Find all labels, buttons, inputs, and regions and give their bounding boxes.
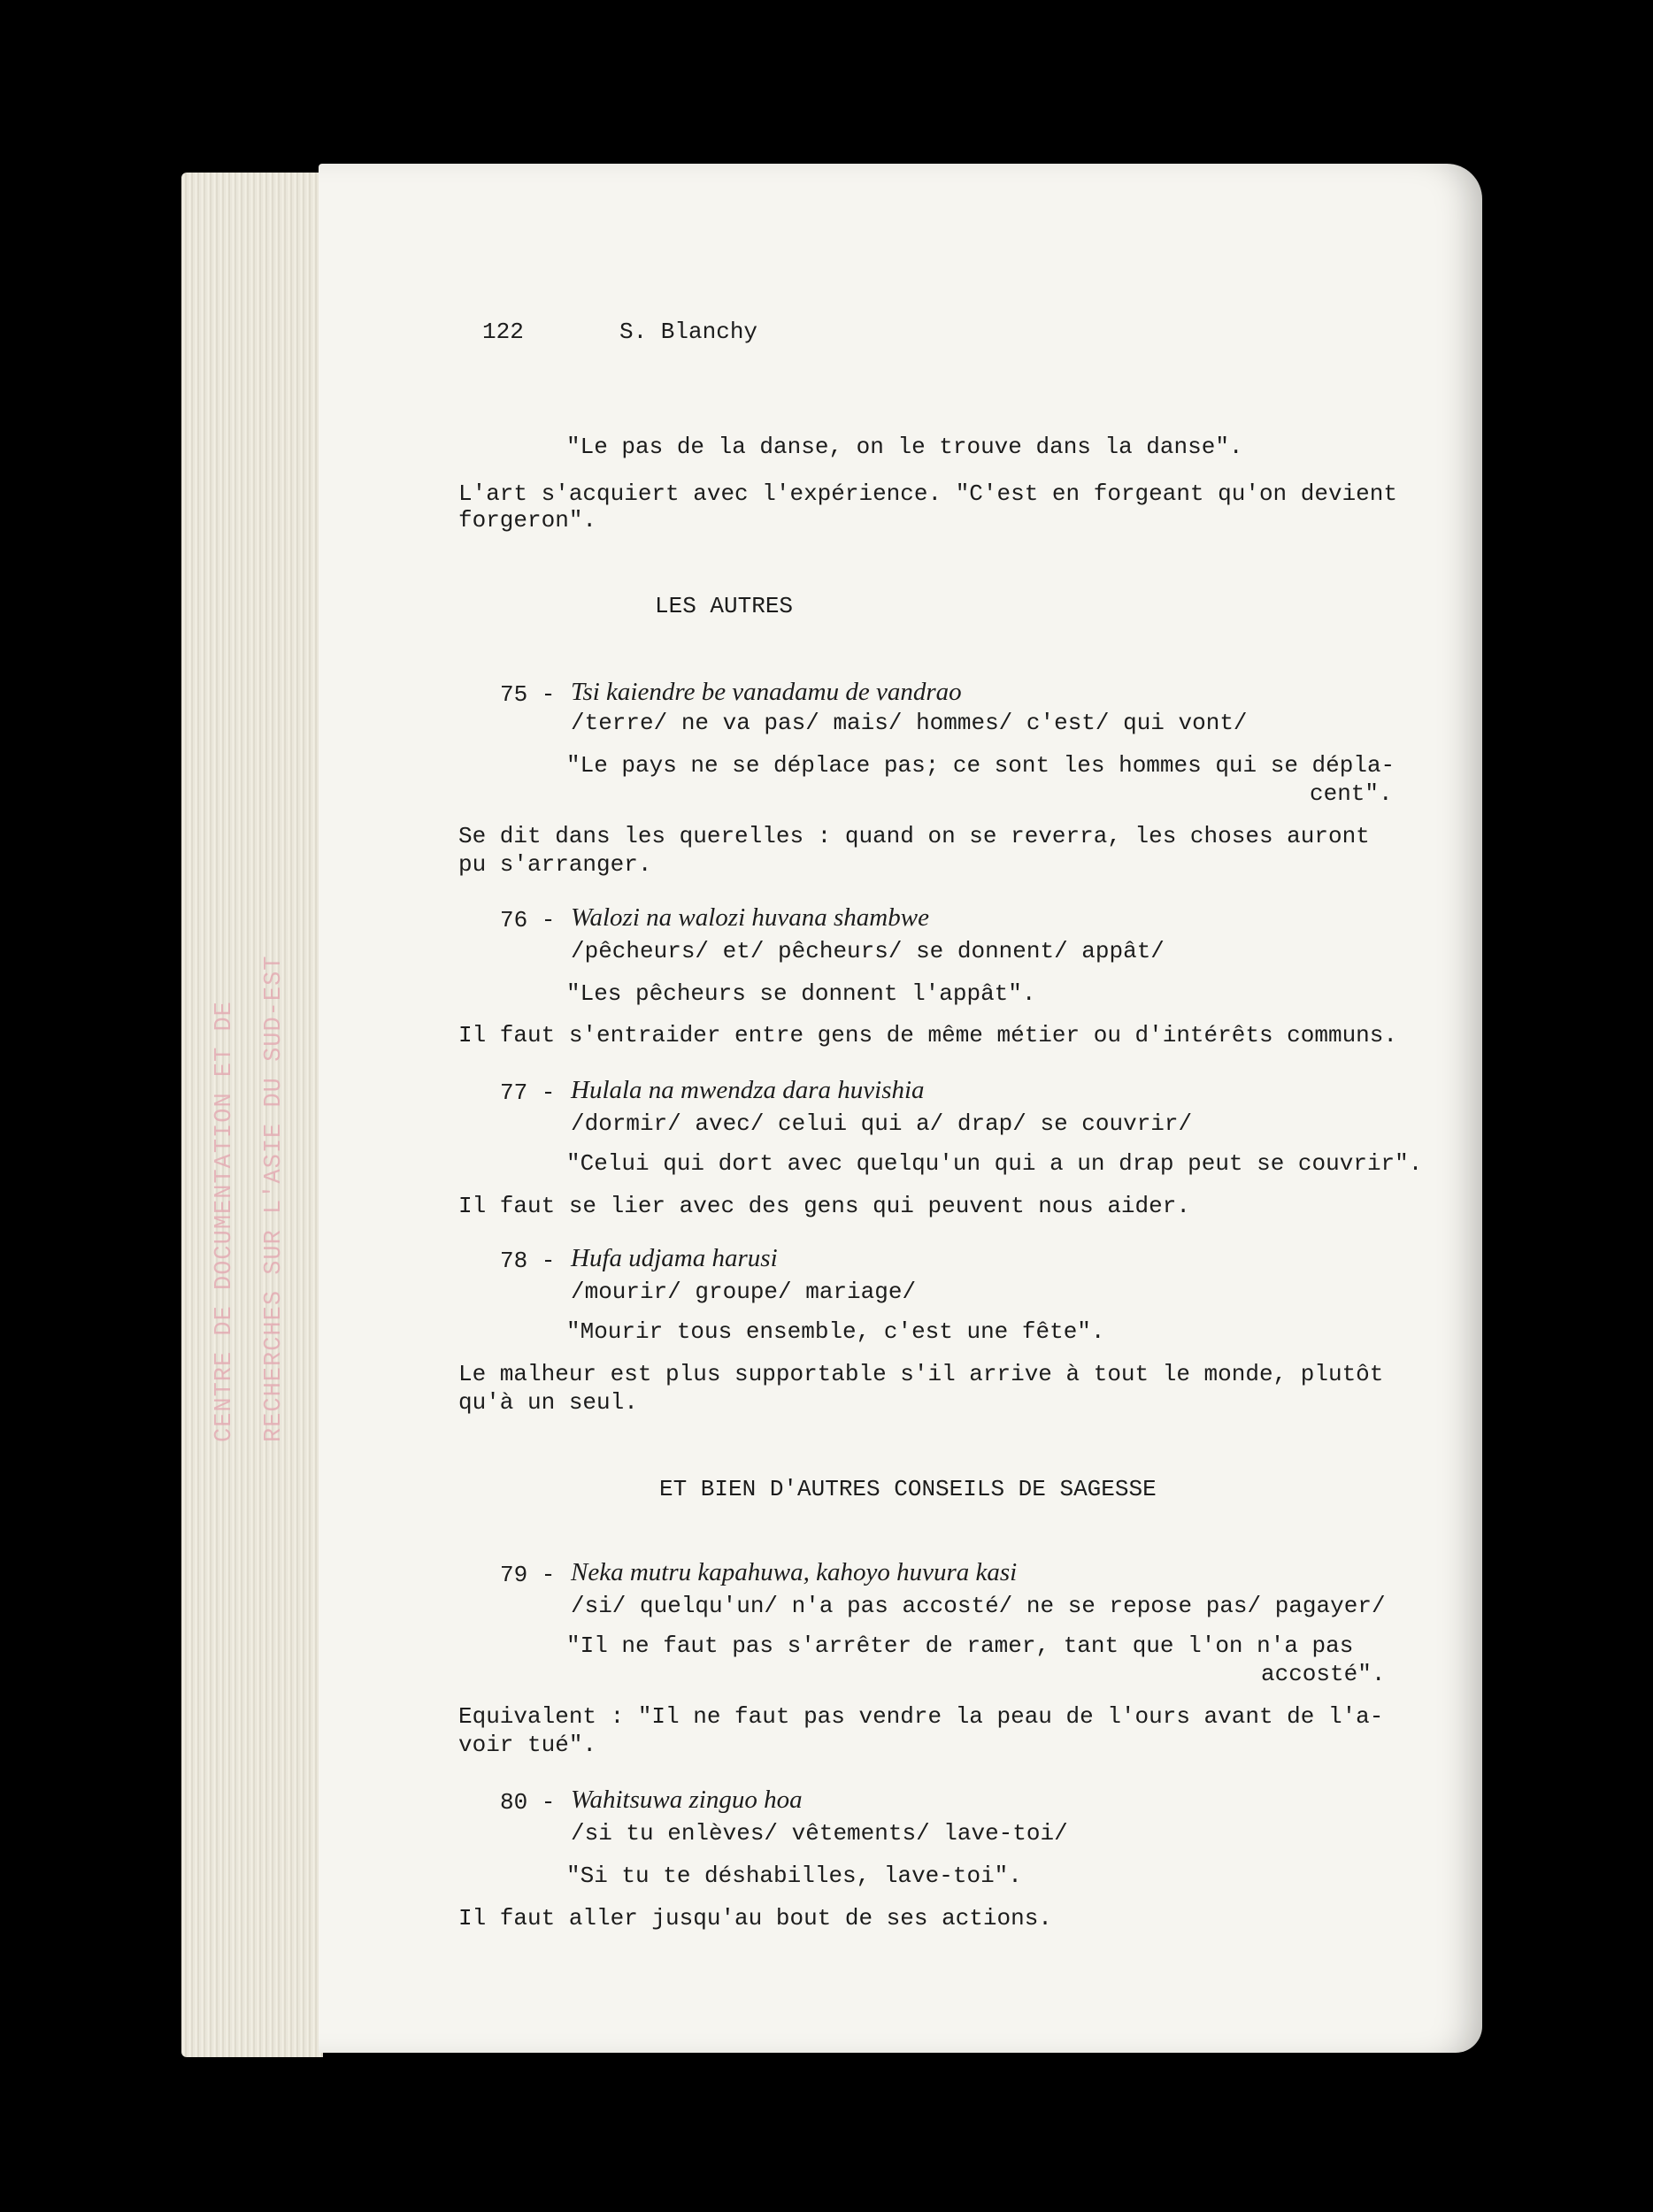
proverb-77-gloss: /dormir/ avec/ celui qui a/ drap/ se couvrir/ <box>571 1110 1193 1137</box>
intro-quote: "Le pas de la danse, on le trouve dans la danse". <box>566 434 1243 460</box>
proverb-76-text: Walozi na walozi huvana shambwe <box>571 903 929 932</box>
proverb-75-gloss: /terre/ ne va pas/ mais/ hommes/ c'est/ qui vont/ <box>571 710 1248 736</box>
proverb-79-comment-2: voir tué". <box>458 1732 597 1758</box>
proverb-76-comment: Il faut s'entraider entre gens de même métier ou d'intérêts communs. <box>458 1022 1397 1048</box>
proverb-77-comment: Il faut se lier avec des gens qui peuvent nous aider. <box>458 1193 1190 1219</box>
stamp-line-2: RECHERCHES SUR L'ASIE DU SUD-EST <box>261 955 288 1442</box>
proverb-79-gloss: /si/ quelqu'un/ n'a pas accosté/ ne se repose pas/ pagayer/ <box>571 1593 1386 1619</box>
running-header-author: S. Blanchy <box>619 319 758 345</box>
proverb-75-translation-1: "Le pays ne se déplace pas; ce sont les hommes qui se dépla- <box>566 752 1395 779</box>
proverb-80-gloss: /si tu enlèves/ vêtements/ lave-toi/ <box>571 1820 1068 1847</box>
proverb-75-comment-2: pu s'arranger. <box>458 851 652 878</box>
proverb-75-translation-2: cent". <box>1310 780 1393 807</box>
proverb-78-number: 78 - <box>500 1248 556 1274</box>
stamp-line-1: CENTRE DE DOCUMENTATION ET DE <box>211 1001 238 1442</box>
proverb-79-comment-1: Equivalent : "Il ne faut pas vendre la peau de l'ours avant de l'a- <box>458 1703 1384 1730</box>
proverb-77-text: Hulala na mwendza dara huvishia <box>571 1076 925 1104</box>
proverb-78-text: Hufa udjama harusi <box>571 1244 778 1272</box>
intro-comment-2: forgeron". <box>458 507 597 534</box>
proverb-79-translation-2: accosté". <box>1261 1661 1386 1687</box>
section-title-conseils: ET BIEN D'AUTRES CONSEILS DE SAGESSE <box>659 1476 1157 1502</box>
proverb-80-number: 80 - <box>500 1789 556 1816</box>
proverb-77-translation: "Celui qui dort avec quelqu'un qui a un drap peut se couvrir". <box>566 1150 1423 1177</box>
proverb-76-gloss: /pêcheurs/ et/ pêcheurs/ se donnent/ appât/ <box>571 938 1165 964</box>
page-number: 122 <box>482 319 524 345</box>
proverb-77-number: 77 - <box>500 1079 556 1106</box>
library-stamp <box>44 221 288 1442</box>
section-title-les-autres: LES AUTRES <box>655 593 794 619</box>
proverb-79-text: Neka mutru kapahuwa, kahoyo huvura kasi <box>571 1558 1018 1586</box>
proverb-75-text: Tsi kaiendre be vanadamu de vandrao <box>571 678 962 706</box>
proverb-75-number: 75 - <box>500 681 556 708</box>
intro-comment-1: L'art s'acquiert avec l'expérience. "C'est en forgeant qu'on devient <box>458 480 1397 507</box>
proverb-76-number: 76 - <box>500 907 556 933</box>
proverb-80-text: Wahitsuwa zinguo hoa <box>571 1786 803 1814</box>
proverb-79-number: 79 - <box>500 1562 556 1588</box>
proverb-78-gloss: /mourir/ groupe/ mariage/ <box>571 1279 917 1305</box>
proverb-80-translation: "Si tu te déshabilles, lave-toi". <box>566 1863 1022 1889</box>
proverb-76-translation: "Les pêcheurs se donnent l'appât". <box>566 980 1036 1007</box>
proverb-78-comment-1: Le malheur est plus supportable s'il arrive à tout le monde, plutôt <box>458 1361 1384 1387</box>
proverb-80-comment: Il faut aller jusqu'au bout de ses actions. <box>458 1905 1052 1932</box>
proverb-78-translation: "Mourir tous ensemble, c'est une fête". <box>566 1318 1105 1345</box>
proverb-78-comment-2: qu'à un seul. <box>458 1389 638 1416</box>
page-edges <box>181 173 323 2057</box>
proverb-75-comment-1: Se dit dans les querelles : quand on se reverra, les choses auront <box>458 823 1370 849</box>
proverb-79-translation-1: "Il ne faut pas s'arrêter de ramer, tant que l'on n'a pas <box>566 1632 1354 1659</box>
